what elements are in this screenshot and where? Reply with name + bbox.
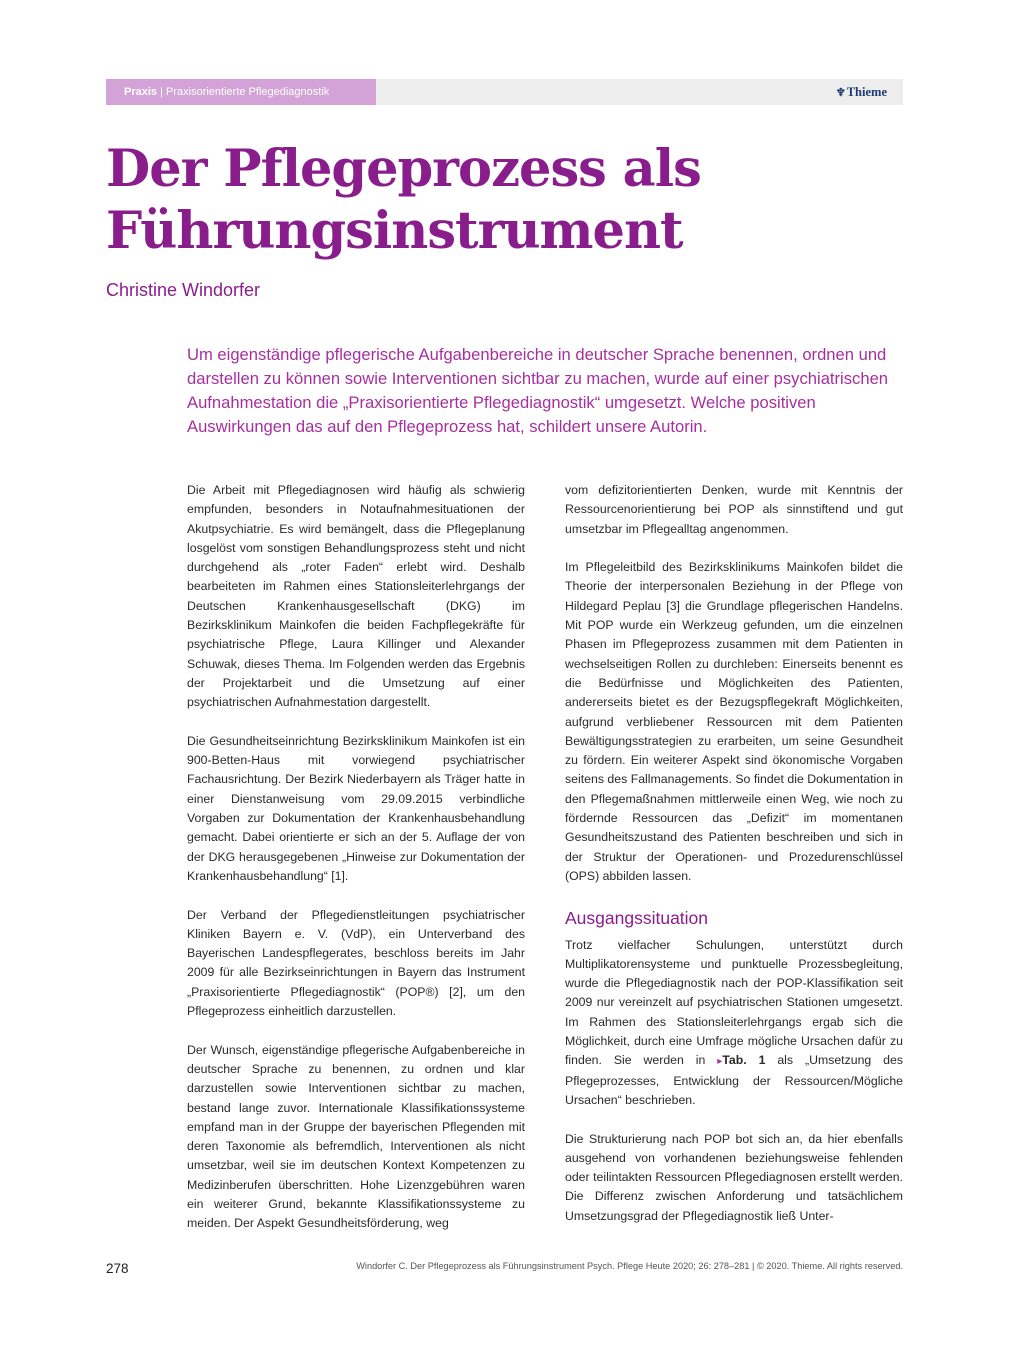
article-title: Der Pflegeprozess als Führungsinstrument [106, 139, 701, 261]
section-label [106, 79, 376, 105]
paragraph: vom defizitorientierten Denken, wurde mit Kenntnis der Ressourcenorientierung bei POP als sinnstiftend und gut umsetzbar im Pflegealltag angenommen. [565, 483, 903, 536]
paragraph: Die Arbeit mit Pflegediagnosen wird häufig als schwierig empfunden, besonders in Notaufnahmesituationen der Akutpsychiatrie. Es wird bemängelt, dass die Pflegeplanung losgelöst vom sonstigen Behandlungsprozess steht und nicht durchgehend als „roter Faden“ erlebt wird. Deshalb bearbeiteten im Rahmen eines Stationsleiterlehrgangs der Deutschen Krankenhausgesellschaft (DKG) im Bezirksklinikum Mainkofen die beiden Fachpflegekräfte für psychiatrische Pflege, Laura Killinger und Alexander Schuwak, dieses Thema. Im Folgenden werden das Ergebnis der Projektarbeit und die Umsetzung auf einer psychiatrischen Aufnahmestation dargestellt. [187, 483, 525, 710]
paragraph: Der Wunsch, eigenständige pflegerische Aufgabenbereiche in deutscher Sprache zu benennen, zu ordnen und klar darzustellen sowie Interventionen sichtbar zu machen, bestand lange zuvor. Internationale Klassifikationssysteme empfand man in der Gruppe der bayerischen Pflegenden mit deren Taxonomie als befremdlich, Interventionen als nicht umsetzbar, weil sie im deutschen Kontext Kompetenzen zu Medizinberufen überschritten. Hohe Lizenzgebühren waren ein weiterer Grund, bekannte Klassifikationssysteme zu meiden. Der Aspekt Gesundheitsförderung, weg [187, 1042, 525, 1231]
body-column-right [565, 481, 903, 1245]
article-lead: Um eigenständige pflegerische Aufgabenbereiche in deutscher Sprache benennen, ordnen und darstellen zu können sowie Interventionen sichtbar zu machen, wurde auf einer psychiatrischen Aufnahmestation die „Praxisorientierte Pflegediagnostik“ umgesetzt. Welche positiven Auswirkungen das auf den Pflegeprozess hat, schildert unsere Autorin. [187, 345, 889, 436]
table-reference-link[interactable]: Tab. 1 [722, 1053, 766, 1068]
paragraph: Die Gesundheitseinrichtung Bezirksklinikum Mainkofen ist ein 900-Betten-Haus mit vorwiegend psychiatrischer Fachausrichtung. Der Bezirk Niederbayern als Träger hatte in einer Dienstanweisung vom 29.09.2015 verbindliche Vorgaben zur Dokumentation der Krankenhausbehandlung gemacht. Dabei orientierte er sich an der 5. Auflage der von der DKG herausgegebenen „Hinweise zur Dokumentation der Krankenhausbehandlung“ [1]. [187, 733, 525, 883]
paragraph [565, 936, 903, 1111]
subsection-name: Praxisorientierte Pflegediagnostik [166, 86, 330, 98]
arrow-right-icon: ▸ [717, 1056, 723, 1068]
paragraph: Der Verband der Pflegedienstleitungen psychiatrischer Kliniken Bayern e. V. (VdP), ein Unterverband des Bayerischen Landespflegerates, beschloss bereits im Jahr 2009 für alle Bezirkseinrichtungen in Bayern das Instrument „Praxisorientierte Pflegediagnostik“ (POP®) [2], um den Pflegeprozess einheitlich darzustellen. [187, 907, 525, 1019]
body-column-left [187, 481, 525, 1253]
paragraph-text: Trotz vielfacher Schulungen, unterstützt durch Multiplikatorensysteme und punktuelle Prozessbegleitung, wurde die Pflegediagnostik nach der POP-Klassifikation seit 2009 nur vereinzelt auf psychiatrischen Stationen umgesetzt. Im Rahmen des Stationsleiterlehrgangs ergab sich die Möglichkeit, durch eine Umfrage mögliche Ursachen dafür zu finden. Sie werden in [565, 937, 903, 1068]
running-header [106, 79, 903, 105]
citation-footer: Windorfer C. Der Pflegeprozess als Führungsinstrument Psych. Pflege Heute 2020; 26: 278–281 | © 2020. Thieme. All rights reserved. [356, 1261, 903, 1271]
publisher-name: Thieme [846, 85, 887, 99]
paragraph: Im Pflegeleitbild des Bezirksklinikums Mainkofen bildet die Theorie der interpersonalen Beziehung in der Pflege von Hildegard Peplau [3] die Grundlage pflegerischen Handelns. Mit POP wurde ein Werkzeug gefunden, um die einzelnen Phasen im Pflegeprozess zusammen mit dem Patienten in wechselseitigen Rollen zu durchleben: Einerseits benennt es die Bedürfnisse und Möglichkeiten des Patienten, andererseits bietet es der Bezugspflegekraft Möglichkeiten, aufgrund verbliebener Ressourcen mit dem Patienten Bewältigungsstrategien zu erarbeiten, um seine Gesundheit zu fördern. Ein weiterer Aspekt sind ökonomische Vorgaben seitens des Fallmanagements. So findet die Dokumentation in den Pflegemaßnahmen mittlerweile einen Weg, wie noch zu fördernde Ressourcen das „Defizit“ im momentanen Gesundheitszustand des Patienten beschreiben und sich in der Struktur der Operationen- und Prozedurenschlüssel (OPS) abbilden lassen. [565, 560, 903, 883]
section-separator: | [160, 86, 163, 98]
article-author: Christine Windorfer [106, 280, 261, 300]
section-name: Praxis [124, 86, 158, 98]
publisher-logo [836, 79, 887, 105]
paragraph: Die Strukturierung nach POP bot sich an, da hier ebenfalls ausgehend von vorhandenen beziehungsweise fehlenden oder teilintakten Ressourcen Pflegediagnosen erstellt werden. Die Differenz zwischen Anforderung und tatsächlichem Umsetzungsgrad der Pflegediagnostik ließ Unter- [565, 1131, 903, 1223]
thieme-logo-icon: ♆ [835, 87, 846, 99]
paragraph-text: als „Umsetzung des Pflegeprozesses, Entwicklung der Ressourcen/Mögliche Ursachen“ beschrieben. [565, 1053, 904, 1107]
page-number: 278 [106, 1261, 129, 1276]
section-heading: Ausgangssituation [565, 907, 709, 928]
